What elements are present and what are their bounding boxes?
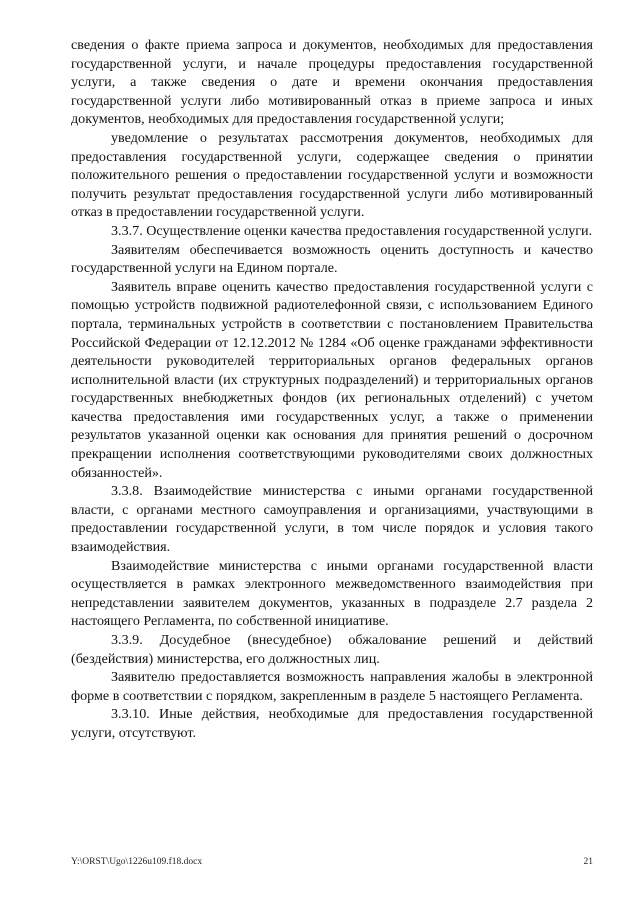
paragraph-4: Заявителям обеспечивается возможность оценить доступность и качество государственной услуги на Едином портале. (71, 241, 593, 277)
paragraph-1: сведения о факте приема запроса и документов, необходимых для предоставления государственной услуги, и начале процедуры предоставления государственной услуги, а также сведения о дате и времени окончания предоставления государственной услуги либо мотивированный отказ в приеме запроса и иных документов, необходимых для предоставления государственной услуги; (71, 37, 593, 128)
paragraph-9: Заявителю предоставляется возможность направления жалобы в электронной форме в соответствии с порядком, закрепленным в разделе 5 настоящего Регламента. (71, 669, 593, 704)
paragraph-6: 3.3.8. Взаимодействие министерства с иными органами государственной власти, с органами местного самоуправления и организациями, участвующими в предоставлении государственной услуги, в том числе порядок и условия такого взаимодействия. (71, 483, 593, 556)
page-footer (71, 855, 593, 869)
page-number: 21 (583, 857, 593, 867)
paragraph-8: 3.3.9. Досудебное (внесудебное) обжалование решений и действий (бездействия) министерства, его должностных лиц. (71, 632, 593, 667)
paragraph-2: уведомление о результатах рассмотрения документов, необходимых для предоставления государственной услуги, содержащее сведения о принятии положительного решения о предоставлении государственной услуги и возможности получить результат предоставления государственной услуги либо мотивированный отказ в предоставлении государственной услуги. (71, 129, 593, 221)
paragraph-7: Взаимодействие министерства с иными органами государственной власти осуществляется в рамках электронного межведомственного взаимодействия при непредставлении заявителем документов, указанных в подразделе 2.7 раздела 2 настоящего Регламента, по собственной инициативе. (71, 557, 593, 630)
paragraph-3: 3.3.7. Осуществление оценки качества предоставления государственной услуги. (111, 222, 593, 239)
document-body (71, 36, 593, 743)
paragraph-5: Заявитель вправе оценить качество предоставления государственной услуги с помощью устройств подвижной радиотелефонной связи, с использованием Единого портала, терминальных устройств в соответствии с постановлением Правительства Российской Федерации от 12.12.2012 № 1284 «Об оценке гражданами эффективности деятельности руководителей территориальных органов федеральных органов исполнительной власти (их структурных подразделений) и территориальных органов государственных внебюджетных фондов (их региональных отделений) с учетом качества предоставления ими государственных услуг, а также о применении результатов указанной оценки как основания для принятия решений о досрочном прекращении исполнения соответствующими руководителями своих должностных обязанностей». (71, 278, 593, 481)
footer-file-path: Y:\ORST\Ugo\1226u109.f18.docx (71, 857, 203, 867)
paragraph-10: 3.3.10. Иные действия, необходимые для предоставления государственной услуги, отсутствуют. (71, 706, 593, 741)
